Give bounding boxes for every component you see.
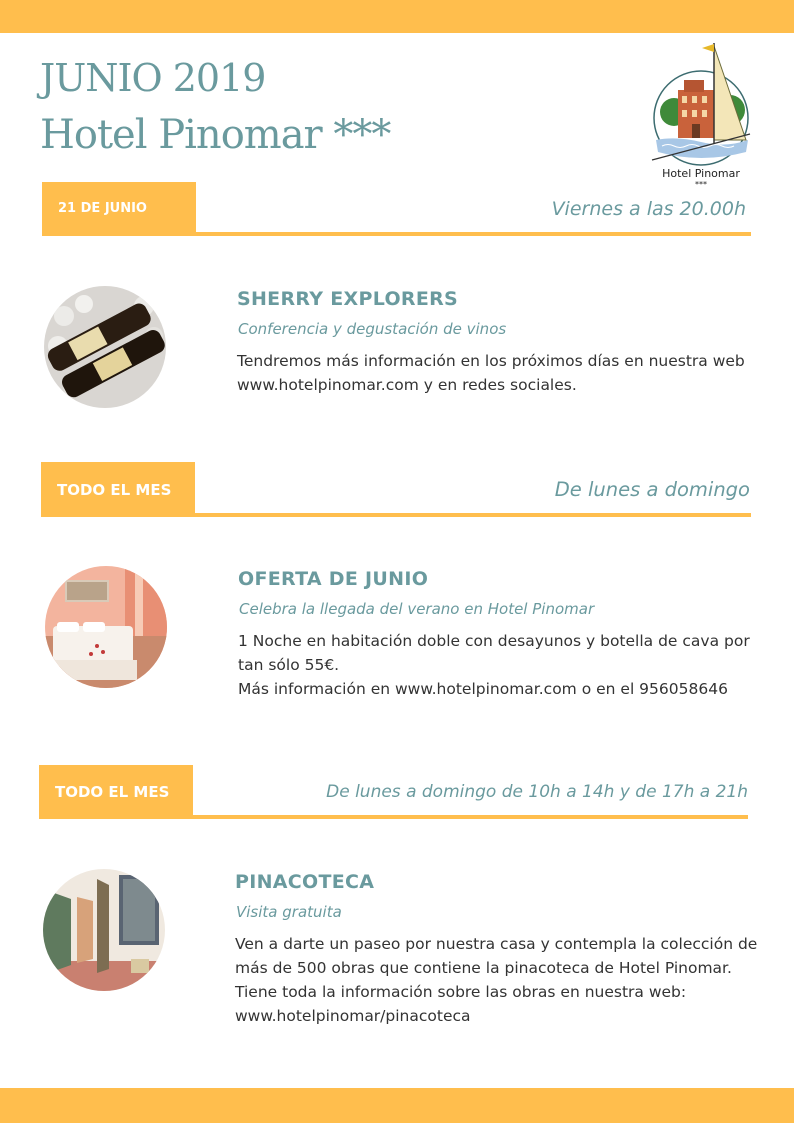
gallery-paintings-photo (43, 869, 165, 991)
divider (41, 513, 751, 517)
event-description-line: www.hotelpinomar.com y en redes sociales. (237, 376, 577, 394)
logo-stars: *** (695, 180, 707, 189)
top-band (0, 0, 794, 33)
event-subtitle: Visita gratuita (236, 903, 342, 921)
event-description-line: www.hotelpinomar/pinacoteca (235, 1007, 471, 1025)
event-description-line: Tiene toda la información sobre las obras en nuestra web: (235, 983, 687, 1001)
event-description-line: más de 500 obras que contiene la pinacoteca de Hotel Pinomar. (235, 959, 732, 977)
event-description (237, 349, 757, 397)
event-title: OFERTA DE JUNIO (238, 568, 429, 590)
logo-name: Hotel Pinomar (662, 167, 740, 180)
schedule-text: De lunes a domingo (554, 478, 750, 501)
date-tag: 21 DE JUNIO (42, 182, 196, 234)
hotel-name: Hotel Pinomar *** (40, 112, 391, 158)
date-tag: TODO EL MES (39, 765, 193, 819)
event-description (238, 629, 758, 701)
event-description-line: Ven a darte un paseo por nuestra casa y contempla la colección de (235, 935, 758, 953)
event-title: SHERRY EXPLORERS (237, 288, 459, 310)
event-description (235, 932, 758, 1028)
event-title: PINACOTECA (235, 871, 375, 893)
event-description-line: 1 Noche en habitación doble con desayunos y botella de cava por (238, 632, 750, 650)
event-description-line: tan sólo 55€. (238, 656, 340, 674)
date-tag: TODO EL MES (41, 462, 195, 517)
schedule-text: De lunes a domingo de 10h a 14h y de 17h a 21h (326, 782, 748, 802)
event-description-line: Tendremos más información en los próximos días en nuestra web (237, 352, 745, 370)
wine-bottles-photo (44, 286, 166, 408)
schedule-text: Viernes a las 20.00h (551, 198, 746, 220)
event-subtitle: Conferencia y degustación de vinos (238, 320, 507, 338)
event-description-line: Más información en www.hotelpinomar.com o en el 956058646 (238, 680, 728, 698)
divider (39, 815, 748, 819)
hotel-room-photo (45, 566, 167, 688)
event-subtitle: Celebra la llegada del verano en Hotel Pinomar (239, 600, 595, 618)
bottom-band (0, 1088, 794, 1123)
divider (42, 232, 751, 236)
page-title: JUNIO 2019 (40, 56, 266, 100)
hotel-logo (646, 40, 756, 190)
